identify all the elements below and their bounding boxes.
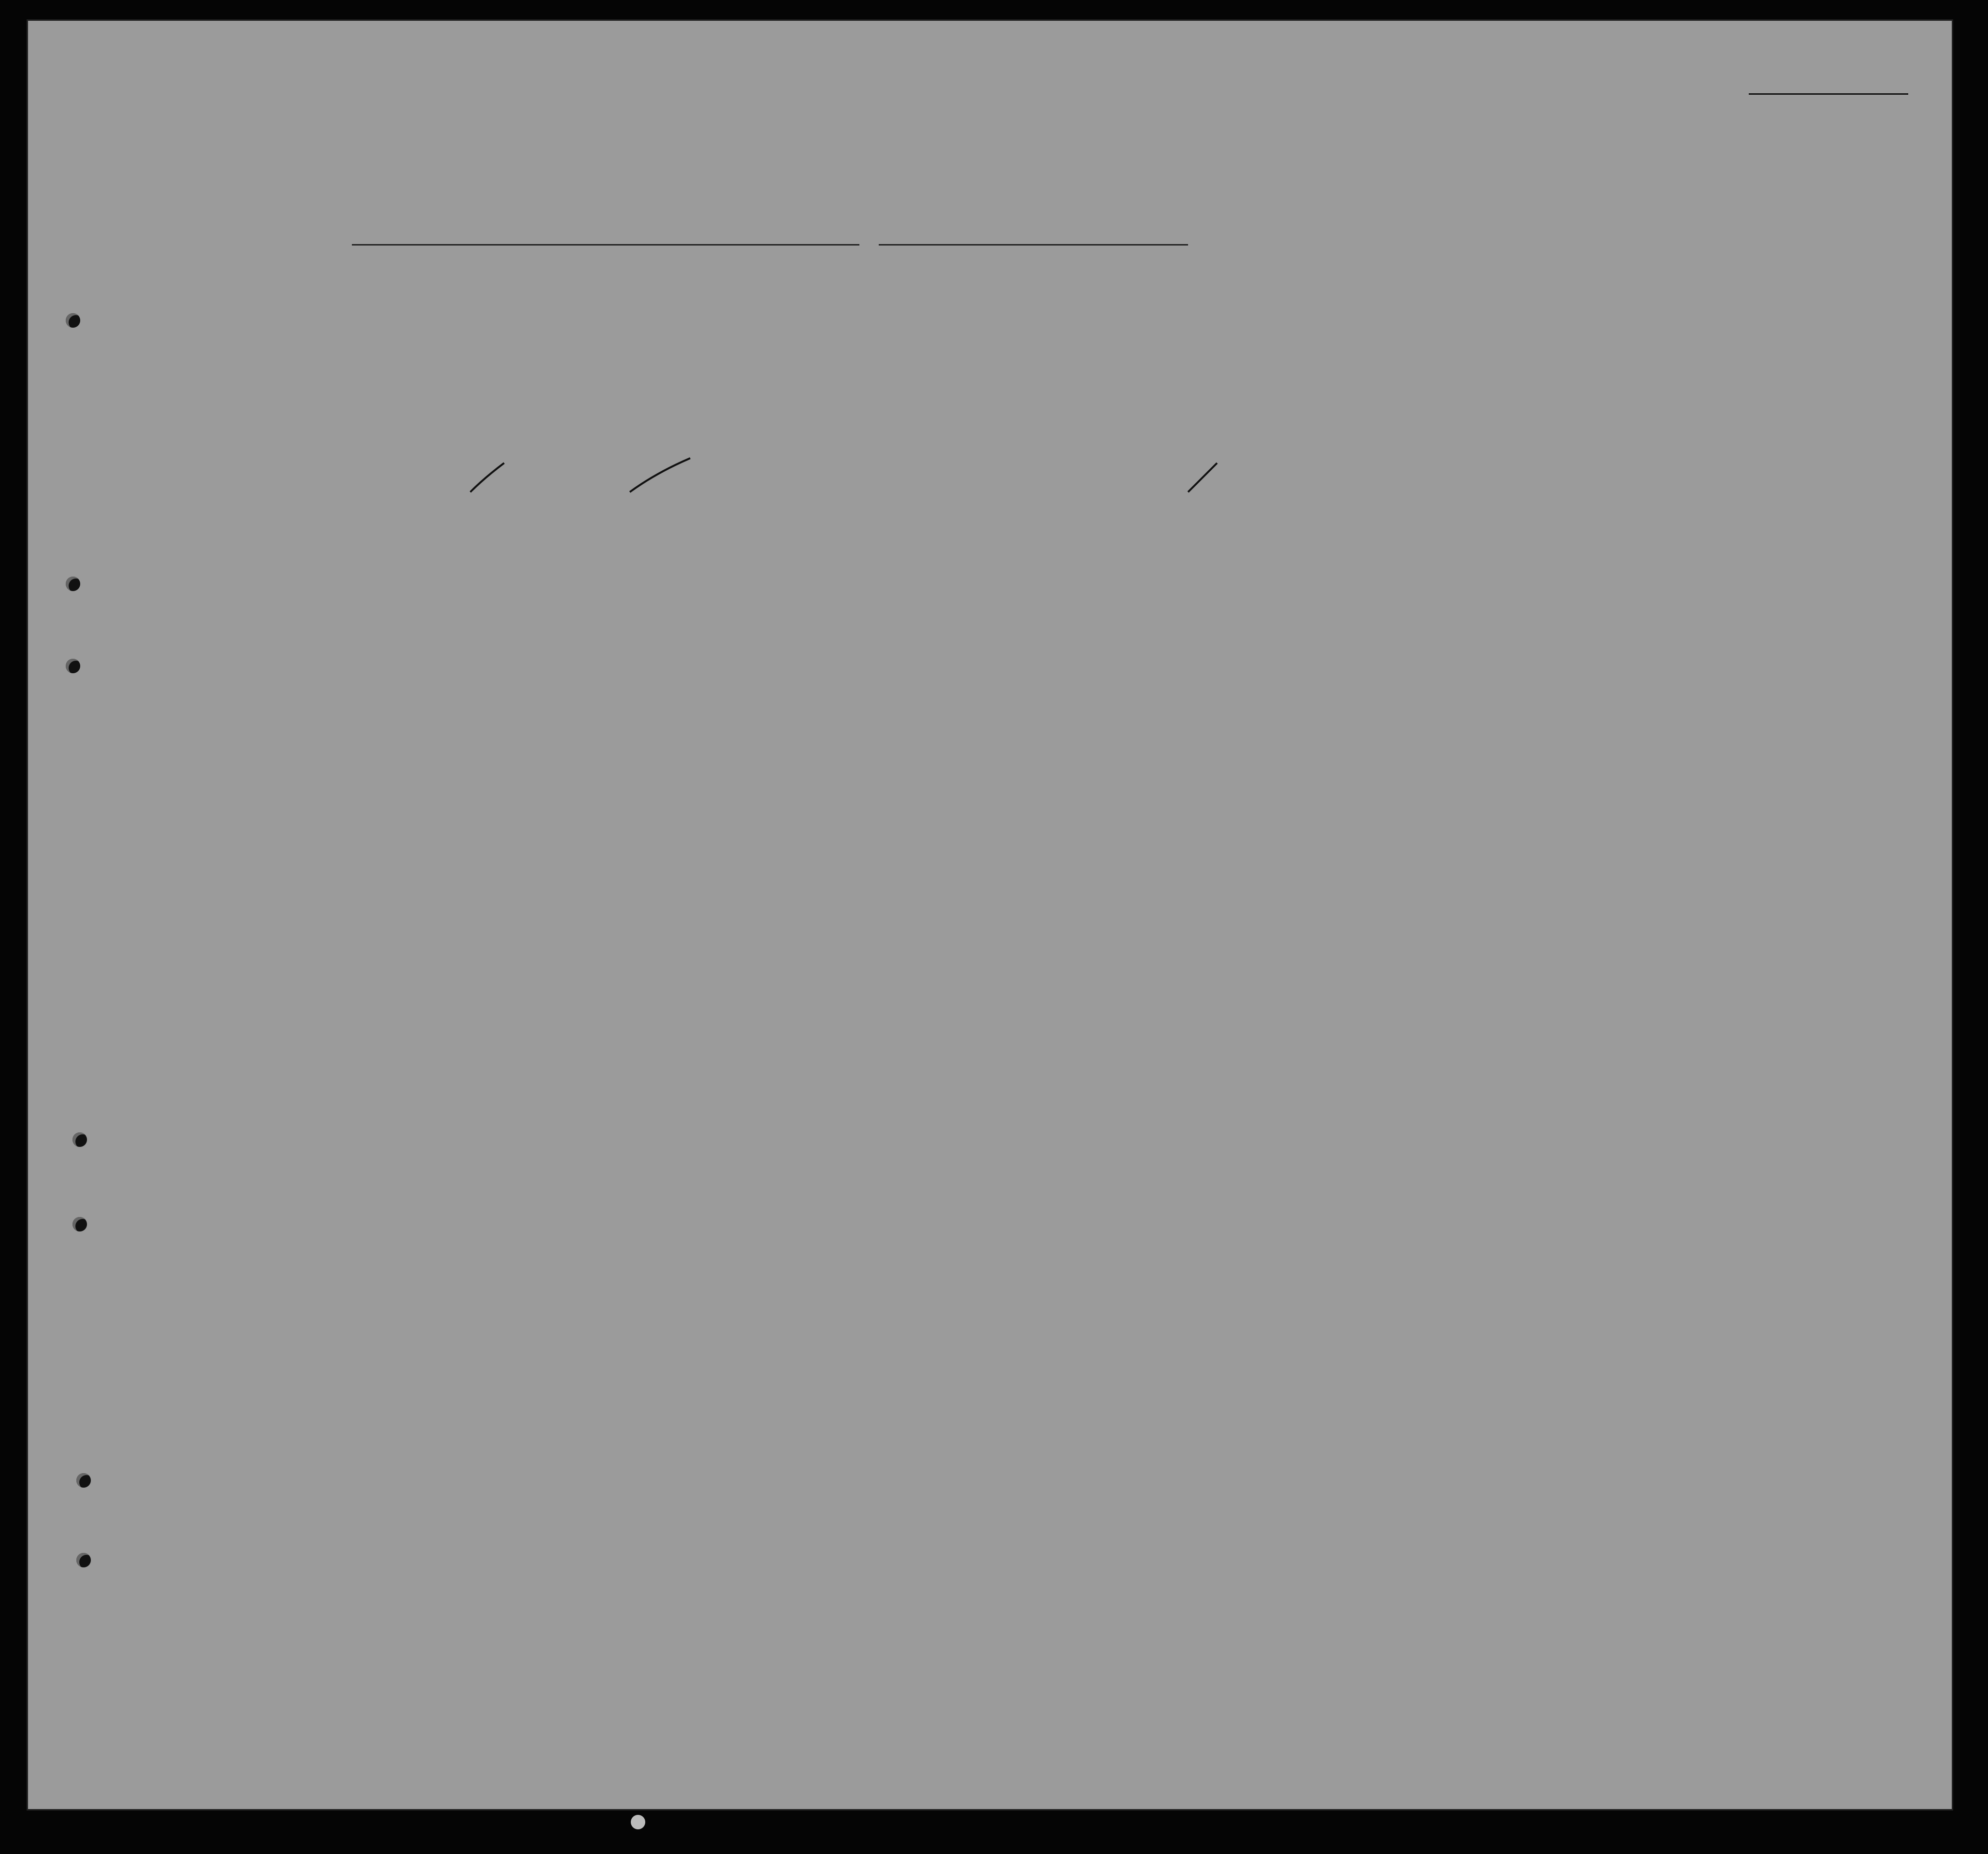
punch-hole	[631, 1815, 645, 1829]
punch-hole	[73, 1217, 87, 1231]
check-mark-state	[470, 463, 504, 492]
punch-hole	[66, 659, 80, 673]
punch-hole	[73, 1132, 87, 1147]
check-mark-passage	[630, 458, 690, 492]
punch-hole	[76, 1553, 91, 1567]
punch-hole	[66, 577, 80, 591]
check-marks	[28, 21, 1952, 552]
check-mark-purpose	[1188, 463, 1217, 492]
punch-hole	[66, 313, 80, 328]
manifest-sheet	[27, 19, 1953, 1811]
punch-hole	[76, 1473, 91, 1488]
